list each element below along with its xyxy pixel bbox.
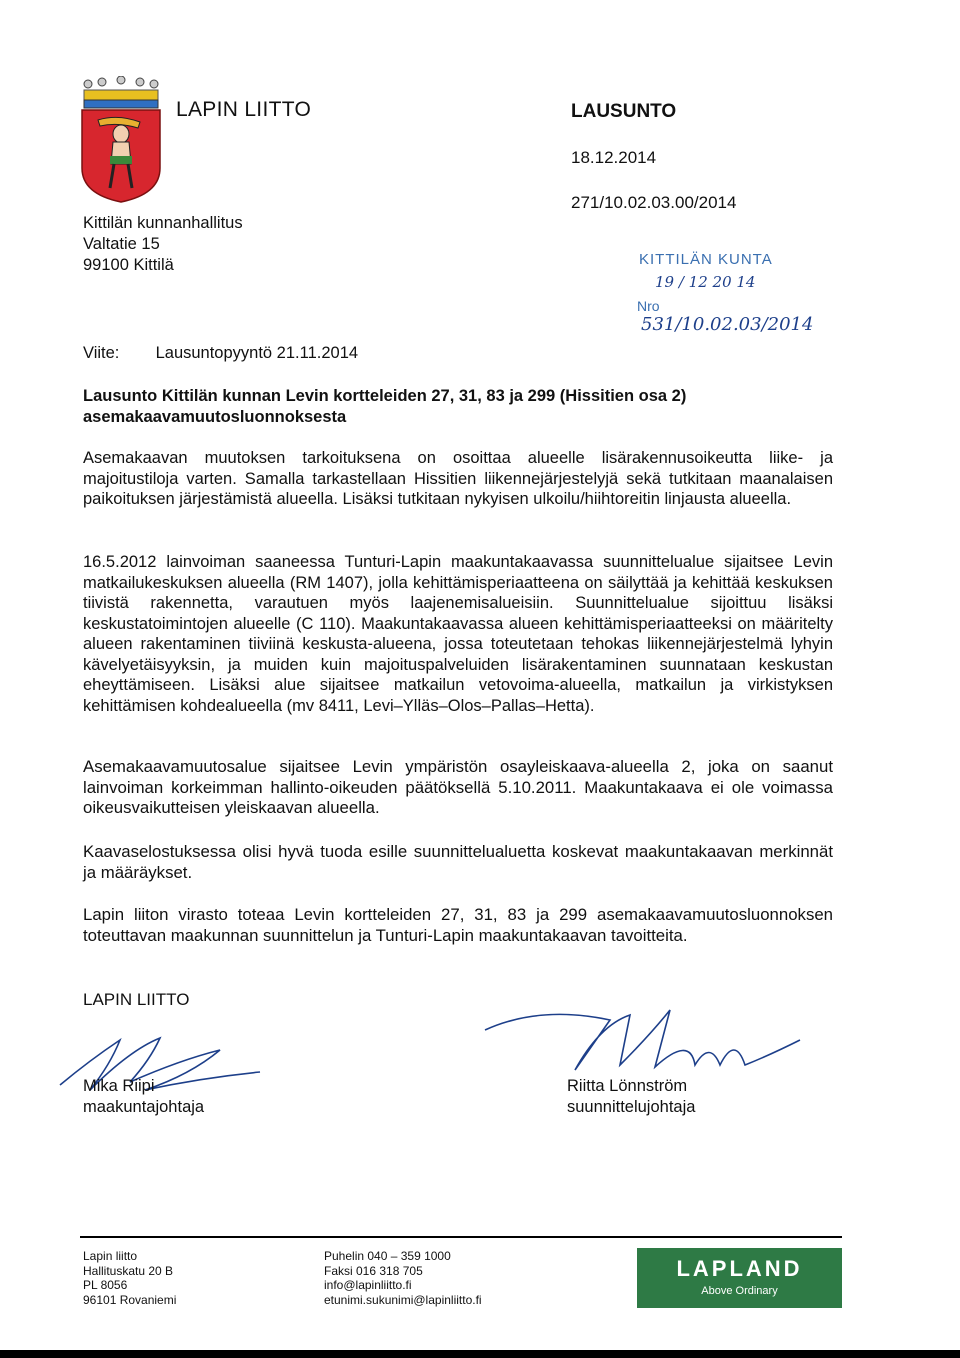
signatory-left-name: Mika Riipi [83, 1077, 155, 1095]
stamp-date: 19 / 12 20 14 [655, 273, 756, 291]
signatory-right [567, 1076, 695, 1118]
reference-line [83, 344, 358, 363]
reference-label: Viite: [83, 344, 120, 362]
body-paragraph: 16.5.2012 lainvoiman saaneessa Tunturi-Lapin maakuntakaavassa suunnittelualue sijaitsee Levin matkailukeskuksen alueella (RM 1407), jolla kehittämisperiaatteena on säilyttää ja kehittää keskuksen tiivistä rakennetta, varautuen myös laajenemisalueisiin. Suunnittelualue sijoittuu lisäksi keskustatoimintojen alueelle (C 110). Maakuntakaavassa alueen kehittämisperiaatteeksi on määritelty alueen rakentaminen tiiviinä keskusta-alueena, jossa toteutetaan tehokas liikennejärjestelmä lyhyin kävelyetäisyyksin, ja muiden kuin majoituspalveluiden lisärakentaminen suunnataan keskustan eheyttämiseen. Lisäksi alue sijaitsee matkailun vetovoima-alueella, matkailun ja virkistyksen kehittämisen kohdealueella (mv 8411, Levi–Ylläs–Olos–Pallas–Hetta). [83, 553, 833, 715]
stamp-nro-value: 531/10.02.03/2014 [641, 314, 814, 335]
body-paragraph: Asemakaavamuutosalue sijaitsee Levin ympäristön osayleiskaava-alueella 2, joka on saanut lainvoiman korkeimman hallinto-oikeuden päätöksellä 5.10.2011. Maakuntakaava ei ole voimassa oikeusvaikutteisen yleiskaavan alueella. [83, 757, 833, 817]
footer-fax: Faksi 016 318 705 [324, 1263, 423, 1278]
reference-value: Lausuntopyyntö 21.11.2014 [155, 344, 359, 362]
footer-address-line: Lapin liitto [83, 1249, 138, 1263]
body-paragraph: Asemakaavan muutoksen tarkoituksena on osoittaa alueelle lisärakennusoikeutta liike- ja majoitustiloja varten. Samalla tarkastellaan Hissitien liikennejärjestelyjä sekä tutkitaan maanalaisen paikoituksen järjestämistä alueella. Lisäksi tutkitaan nykyisen ulkoilu/hiihtoreitin linjausta alueella. [83, 449, 833, 508]
footer-divider [80, 1236, 842, 1238]
document-type: LAUSUNTO [571, 101, 677, 122]
brand-tagline: Above Ordinary [701, 1285, 778, 1297]
body-paragraph: Lapin liiton virasto toteaa Levin kortteleiden 27, 31, 83 ja 299 asemakaavamuutosluonnoksen toteuttavan maakunnan suunnittelun ja Tunturi-Lapin maakuntakaavan tavoitteita. [83, 905, 833, 945]
signature-right-drawing [480, 995, 810, 1085]
footer-address [83, 1249, 176, 1307]
footer-contact [324, 1249, 482, 1307]
reference-number: 271/10.02.03.00/2014 [571, 193, 737, 212]
received-stamp [635, 248, 835, 335]
recipient-address [83, 213, 243, 276]
signature-organization: LAPIN LIITTO [83, 990, 190, 1009]
subject-heading: Lausunto Kittilän kunnan Levin kortteleiden 27, 31, 83 ja 299 (Hissitien osa 2) asemakaavamuutosluonnoksesta [83, 387, 687, 426]
stamp-title: KITTILÄN KUNTA [639, 251, 773, 268]
footer-address-line: Hallituskatu 20 B [83, 1263, 174, 1278]
footer-phone: Puhelin 040 – 359 1000 [324, 1249, 451, 1263]
footer-address-line: PL 8056 [83, 1278, 128, 1292]
lapland-brand-logo [637, 1248, 842, 1308]
recipient-name: Kittilän kunnanhallitus [83, 214, 243, 232]
brand-name: LAPLAND [676, 1256, 803, 1281]
body-paragraph: Kaavaselostuksessa olisi hyvä tuoda esille suunnittelualuetta koskevat maakuntakaavan merkinnät ja määräykset. [83, 842, 833, 882]
recipient-street: Valtatie 15 [83, 235, 160, 253]
footer-email-pattern: etunimi.sukunimi@lapinliitto.fi [324, 1292, 482, 1307]
footer-email: info@lapinliitto.fi [324, 1278, 412, 1292]
signatory-right-title: suunnittelujohtaja [567, 1098, 696, 1116]
document-date: 18.12.2014 [571, 148, 657, 167]
recipient-city: 99100 Kittilä [83, 256, 174, 274]
footer-address-line: 96101 Rovaniemi [83, 1292, 177, 1307]
signatory-right-name: Riitta Lönnström [567, 1077, 688, 1095]
stamp-nro-label: Nro [637, 298, 660, 314]
scan-edge [0, 1350, 960, 1358]
coat-of-arms-logo [78, 76, 164, 204]
signatory-left [83, 1076, 204, 1118]
signatory-left-title: maakuntajohtaja [83, 1098, 205, 1116]
organization-name: LAPIN LIITTO [176, 98, 312, 121]
